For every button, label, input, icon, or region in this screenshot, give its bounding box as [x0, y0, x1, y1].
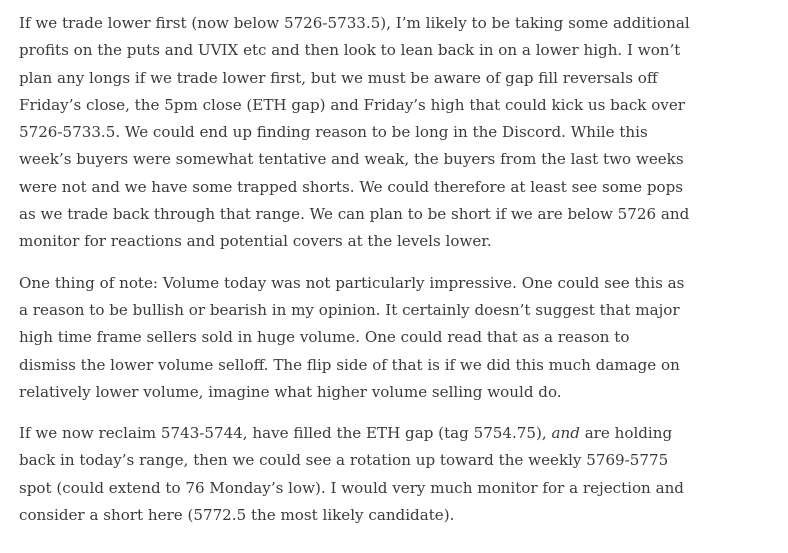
- text-segment: are holding: [579, 424, 673, 443]
- text-line: If we trade lower first (now below 5726-5733.5), I’m likely to be taking some additional: [19, 14, 690, 32]
- text-line: consider a short here (5772.5 the most likely candidate).: [19, 506, 455, 525]
- emphasized-text: and: [551, 424, 580, 443]
- text-line: One thing of note: Volume today was not particularly impressive. One could see this as: [19, 273, 685, 292]
- text-segment: If we now reclaim 5743-5744, have filled the ETH gap (tag 5754.75),: [19, 424, 552, 443]
- text-line: high time frame sellers sold in huge volume. One could read that as a reason to: [19, 328, 630, 347]
- text-line: 5726-5733.5. We could end up finding reason to be long in the Discord. While this: [19, 123, 648, 142]
- text-line: a reason to be bullish or bearish in my opinion. It certainly doesn’t suggest that major: [19, 300, 680, 319]
- text-line: dismiss the lower volume selloff. The flip side of that is if we did this much damage on: [19, 355, 680, 374]
- paragraph-volume-note: [19, 270, 684, 406]
- text-line: were not and we have some trapped shorts. We could therefore at least see some pops: [19, 177, 684, 196]
- text-line: [19, 420, 684, 447]
- paragraph-trade-lower-plan: [19, 10, 690, 256]
- text-line: as we trade back through that range. We can plan to be short if we are below 5726 and: [19, 205, 690, 224]
- text-line: back in today’s range, then we could see a rotation up toward the weekly 5769-5775: [19, 451, 669, 470]
- article-body: [19, 10, 690, 543]
- text-line: profits on the puts and UVIX etc and then look to lean back in on a lower high. I won’t: [19, 41, 681, 60]
- paragraph-reclaim-plan: [19, 420, 684, 529]
- text-line: monitor for reactions and potential covers at the levels lower.: [19, 232, 492, 251]
- text-line: Friday’s close, the 5pm close (ETH gap) and Friday’s high that could kick us back over: [19, 95, 685, 114]
- text-line: plan any longs if we trade lower first, but we must be aware of gap fill reversals off: [19, 68, 658, 87]
- text-line: spot (could extend to 76 Monday’s low). I would very much monitor for a rejection and: [19, 478, 684, 497]
- text-line: week’s buyers were somewhat tentative and weak, the buyers from the last two weeks: [19, 150, 684, 169]
- text-line: relatively lower volume, imagine what higher volume selling would do.: [19, 382, 562, 401]
